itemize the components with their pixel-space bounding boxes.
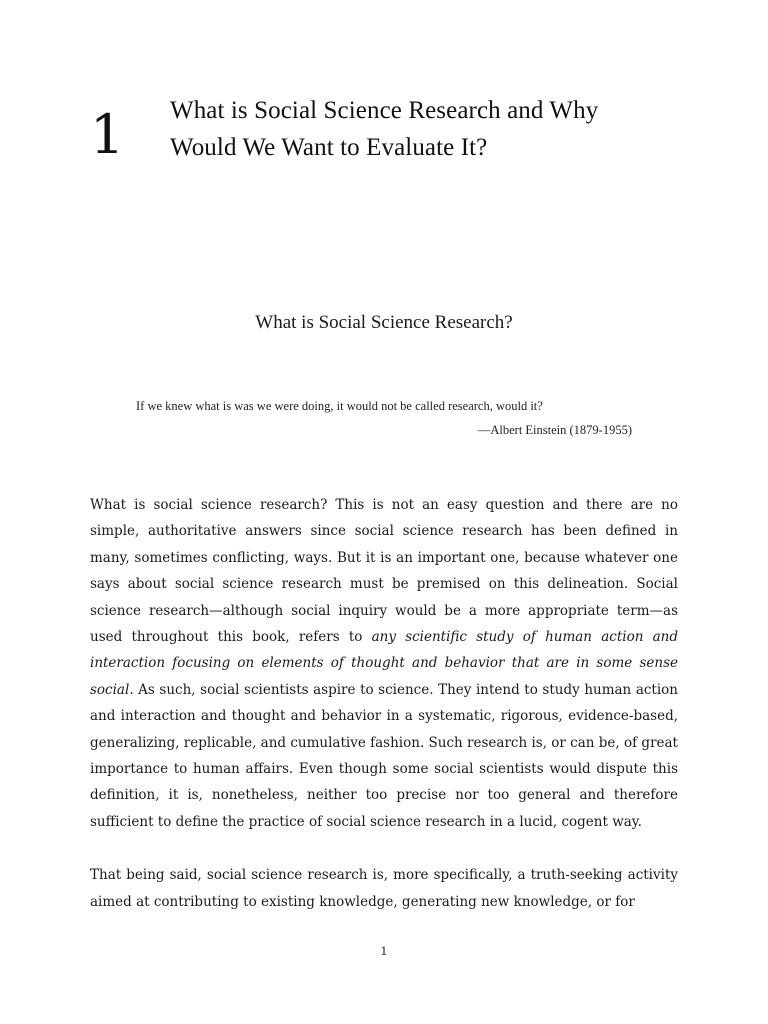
page-number: 1: [380, 945, 388, 958]
paragraph-1-text-end: . As such, social scientists aspire to science. They intend to study human action and interaction and thought and behavior in a systematic, rigorous, evidence-based, generalizing, replicable, and cumulative fashion. Such research is, or can be, of great importance to human affairs. Even though some social scientists would dispute this definition, it is, nonetheless, neither too precise nor too general and therefore sufficient to define the practice of social science research in a lucid, cogent way.: [90, 681, 678, 830]
epigraph: [136, 394, 632, 442]
epigraph-quote: If we knew what is was we were doing, it would not be called research, would it?: [136, 399, 543, 413]
section-heading: What is Social Science Research?: [255, 312, 513, 333]
chapter-number: 1: [90, 103, 125, 166]
paragraph-1: [90, 492, 678, 835]
chapter-title: [170, 92, 710, 166]
epigraph-attribution: —Albert Einstein (1879-1955): [477, 423, 632, 437]
paragraph-1-text-start: What is social science research? This is not an easy question and there are no simple, authoritative answers since social science research has been defined in many, sometimes conflicting, ways. But it is an important one, because whatever one says about social science research must be premised on this delineation. Social science research—although social inquiry would be a more appropriate term—as used throughout this book, refers to: [90, 497, 678, 646]
chapter-title-line-1: What is Social Science Research and Why: [170, 97, 599, 124]
body-text: [90, 492, 678, 942]
chapter-title-line-2: Would We Want to Evaluate It?: [170, 134, 488, 161]
paragraph-2: That being said, social science research is, more specifically, a truth-seeking activity aimed at contributing to existing knowledge, generating new knowledge, or for: [90, 867, 678, 910]
paragraph-1-definition: any scientific study of human action and interaction focusing on elements of thought and behavior that are in some sense social: [90, 629, 678, 698]
